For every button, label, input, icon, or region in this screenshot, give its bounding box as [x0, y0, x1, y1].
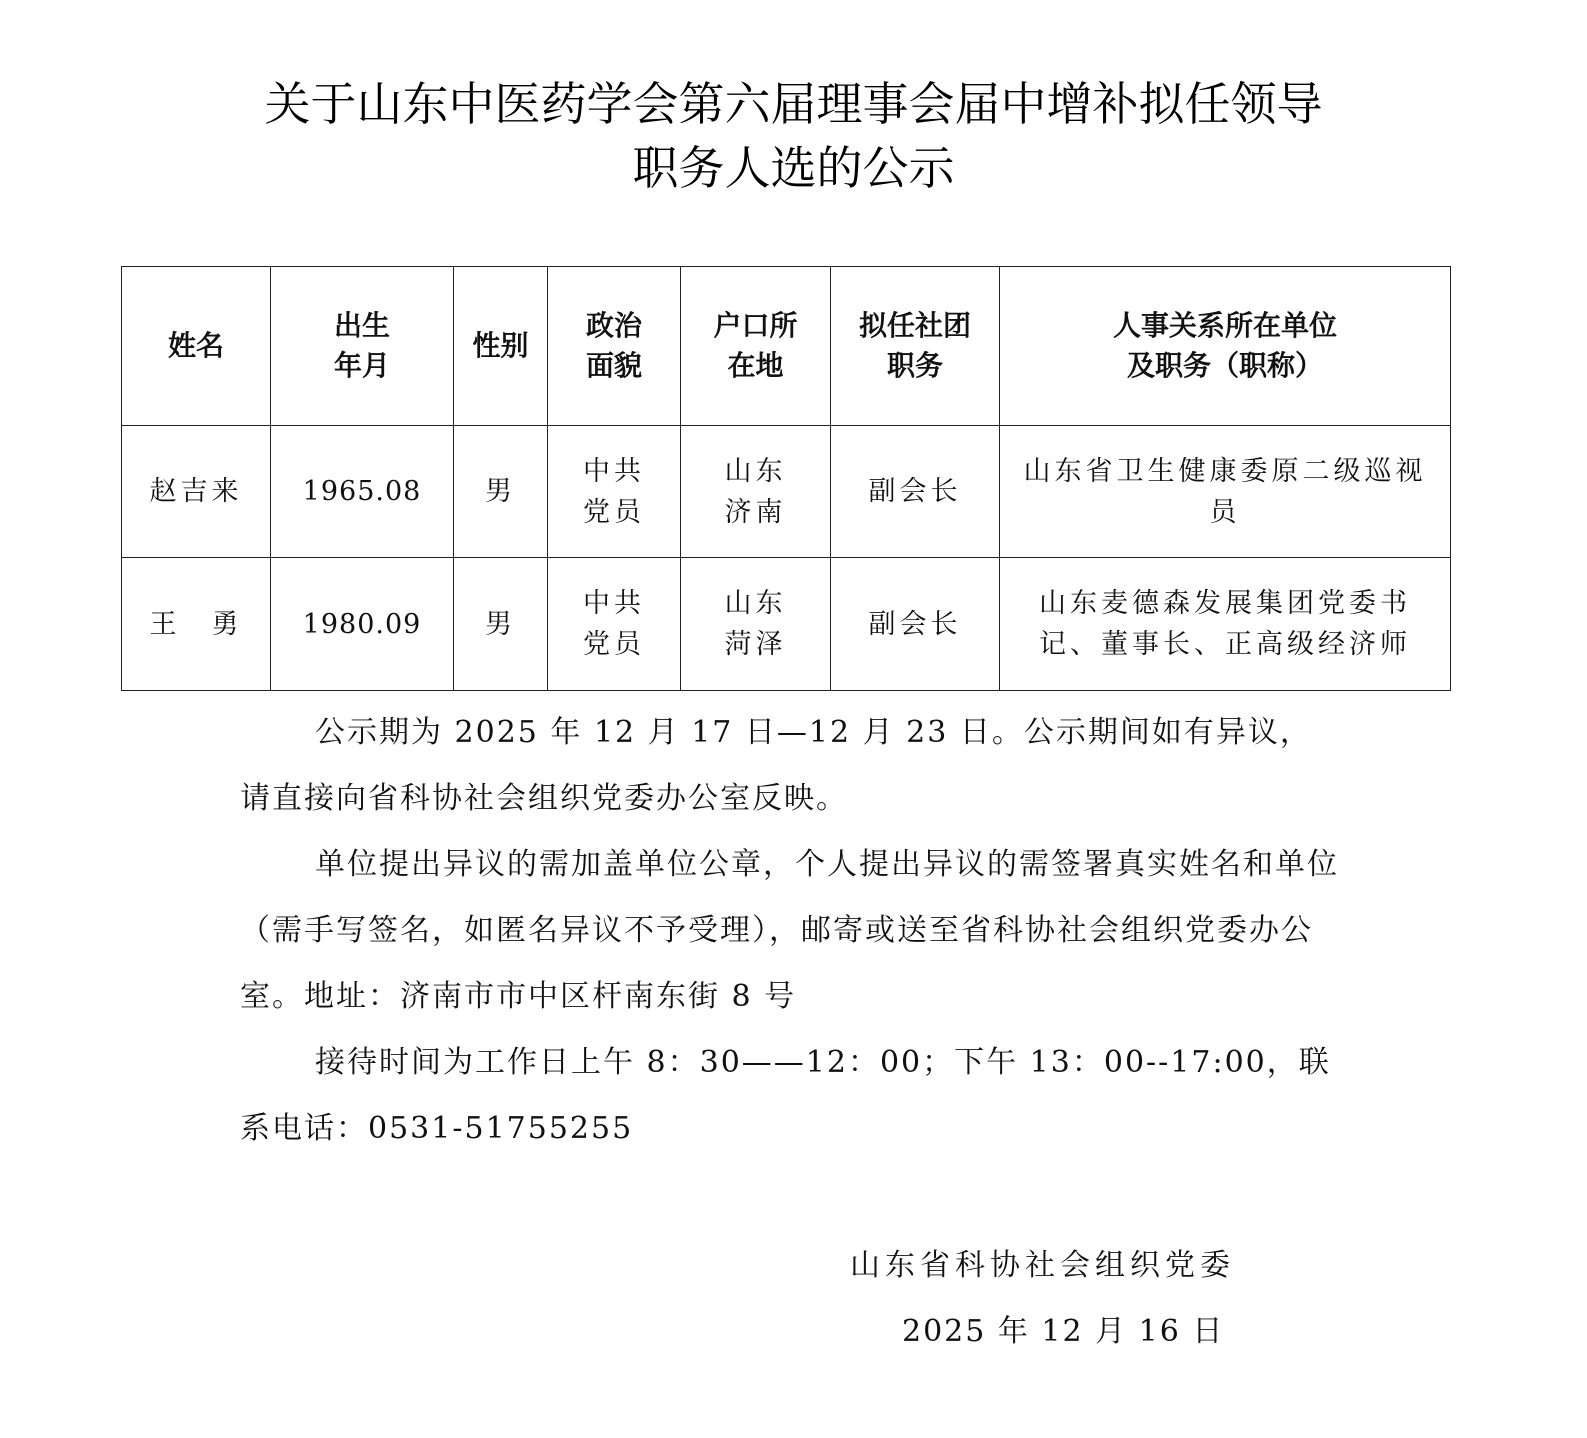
- cell-hukou: 山东 济南: [681, 426, 831, 558]
- cell-position: 副会长: [831, 558, 1000, 691]
- header-political: 政治 面貌: [548, 267, 681, 426]
- signature-org: 山东省科协社会组织党委: [850, 1248, 1235, 1283]
- cell-political: 中共 党员: [548, 426, 681, 558]
- cell-gender: 男: [454, 426, 548, 558]
- table-row: [122, 426, 1451, 558]
- header-gender: 性别: [454, 267, 548, 426]
- notice-period-paragraph: 公示期为 2025 年 12 月 17 日—12 月 23 日。公示期间如有异议，请直接向省科协社会组织党委办公室反映。: [240, 715, 1312, 816]
- title-line-2: 职务人选的公示: [632, 141, 955, 195]
- cell-unit: 山东省卫生健康委原二级巡视 员: [1000, 426, 1451, 558]
- cell-gender: 男: [454, 558, 548, 691]
- cell-name: 赵吉来: [122, 426, 271, 558]
- candidate-table: [121, 266, 1451, 691]
- cell-birth: 1965.08: [271, 426, 454, 558]
- table-header-row: [122, 267, 1451, 426]
- cell-position: 副会长: [831, 426, 1000, 558]
- cell-hukou: 山东 菏泽: [681, 558, 831, 691]
- header-name: 姓名: [122, 267, 271, 426]
- signature-date: 2025 年 12 月 16 日: [902, 1314, 1225, 1349]
- document-title: [0, 72, 1587, 200]
- title-line-1: 关于山东中医药学会第六届理事会届中增补拟任领导: [264, 77, 1323, 131]
- header-hukou: 户口所 在地: [681, 267, 831, 426]
- cell-name: 王 勇: [122, 558, 271, 691]
- cell-political: 中共 党员: [548, 558, 681, 691]
- reception-paragraph: 接待时间为工作日上午 8：30——12：00；下午 13：00--17:00，联系电话：0531-51755255: [240, 1045, 1331, 1146]
- objection-paragraph: 单位提出异议的需加盖单位公章，个人提出异议的需签署真实姓名和单位（需手写签名，如匿名异议不予受理），邮寄或送至省科协社会组织党委办公室。地址：济南市市中区杆南东街 8 号: [240, 847, 1339, 1014]
- cell-birth: 1980.09: [271, 558, 454, 691]
- table-row: [122, 558, 1451, 691]
- cell-unit: 山东麦德森发展集团党委书 记、董事长、正高级经济师: [1000, 558, 1451, 691]
- header-position: 拟任社团 职务: [831, 267, 1000, 426]
- header-birth: 出生 年月: [271, 267, 454, 426]
- header-unit: 人事关系所在单位 及职务（职称）: [1000, 267, 1451, 426]
